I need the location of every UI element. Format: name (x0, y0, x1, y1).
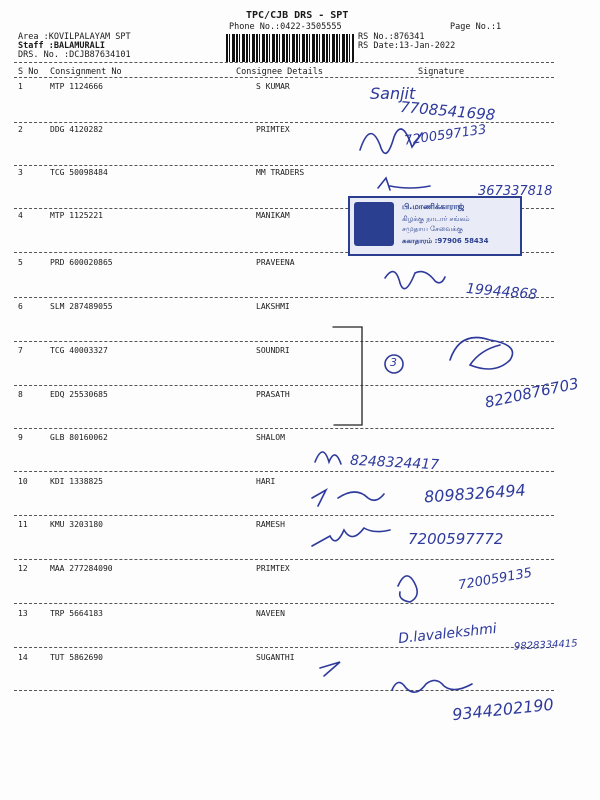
row-sno: 12 (18, 564, 28, 573)
row-consignee: PRIMTEX (256, 564, 290, 573)
row-consignment: MTP 1124666 (50, 82, 103, 91)
row-consignment: TUT 5862690 (50, 653, 103, 662)
row-sno: 2 (18, 125, 23, 134)
handwritten-name: D.lavalekshmi (397, 620, 498, 648)
staff-label: Staff :BALAMURALI (18, 41, 105, 51)
signature-scribble (315, 452, 341, 464)
area-label: Area :KOVILPALAYAM SPT (18, 32, 131, 42)
row-consignment: MAA 277284090 (50, 564, 113, 573)
handwritten-phone: 7200597133 (403, 122, 488, 149)
row-consignee: PRIMTEX (256, 125, 290, 134)
stamp-line: பி.மாணிக்காராஜ் (402, 202, 465, 211)
col-consignee: Consignee Details (236, 67, 323, 77)
drs-number: DRS. No. :DCJB87634101 (18, 50, 131, 60)
document-title: TPC/CJB DRS - SPT (246, 10, 349, 21)
row-consignment: KMU 3203180 (50, 520, 103, 529)
row-consignment: KDI 1338825 (50, 477, 103, 486)
row-consignee: PRASATH (256, 390, 290, 399)
handwritten-phone: 19944868 (465, 280, 538, 304)
row-sno: 4 (18, 211, 23, 220)
row-consignment: TCG 40003327 (50, 346, 108, 355)
stamp-line: கிழக்கு நாடார் சங்கம் (402, 215, 470, 223)
signature-scribble (312, 490, 384, 506)
signature-scribble (392, 680, 472, 692)
row-consignment: DDG 4120282 (50, 125, 103, 134)
row-consignee: MM TRADERS (256, 168, 305, 177)
row-consignee: SOUNDRI (256, 346, 290, 355)
row-sno: 9 (18, 433, 23, 442)
handwritten-number: 3 (390, 356, 397, 369)
row-sno: 10 (18, 477, 28, 486)
row-consignment: PRD 600020865 (50, 258, 113, 267)
stamp-line: சமுதாய சேவைக்கு (402, 225, 463, 233)
col-sno: S No (18, 67, 39, 77)
handwritten-phone: 367337818 (478, 184, 553, 199)
signature-scribble (312, 528, 390, 546)
handwritten-phone: 7708541698 (399, 97, 497, 125)
rs-date: RS Date:13-Jan-2022 (358, 41, 456, 51)
row-consignee: HARI (256, 477, 276, 486)
handwritten-phone: 720059135 (457, 565, 534, 594)
bracket-line (333, 327, 362, 425)
row-sno: 7 (18, 346, 23, 355)
row-consignment: MTP 1125221 (50, 211, 103, 220)
handwritten-phone: 8220876703 (483, 374, 581, 412)
handwritten-phone: 8098326494 (423, 480, 527, 507)
row-sno: 13 (18, 609, 28, 618)
handwritten-phone: 8248324417 (349, 452, 440, 474)
row-consignee: NAVEEN (256, 609, 285, 618)
row-consignee: SHALOM (256, 433, 285, 442)
row-consignment: TCG 50098484 (50, 168, 108, 177)
rs-number: RS No.:876341 (358, 32, 425, 42)
row-sno: 14 (18, 653, 28, 662)
stamp-line: சுகாதாரம் :97906 58434 (402, 237, 489, 245)
row-sno: 1 (18, 82, 23, 91)
row-consignment: GLB 80160062 (50, 433, 108, 442)
row-consignee: S KUMAR (256, 82, 290, 91)
row-sno: 3 (18, 168, 23, 177)
row-sno: 5 (18, 258, 23, 267)
row-consignee: RAMESH (256, 520, 285, 529)
signature-scribble (385, 272, 445, 289)
row-consignment: TRP 5664183 (50, 609, 103, 618)
row-sno: 6 (18, 302, 23, 311)
row-sno: 11 (18, 520, 28, 529)
row-consignment: SLM 287489055 (50, 302, 113, 311)
signature-scribble (398, 576, 417, 602)
signature-scribble (450, 338, 513, 370)
col-consignment: Consignment No (50, 67, 122, 77)
phone-number: Phone No.:0422-3505555 (229, 22, 342, 32)
row-consignee: LAKSHMI (256, 302, 290, 311)
col-signature: Signature (418, 67, 465, 77)
handwritten-phone: 9344202190 (451, 694, 555, 725)
row-consignee: SUGANTHI (256, 653, 295, 662)
row-consignment: EDQ 25530685 (50, 390, 108, 399)
page-number: Page No.:1 (450, 22, 502, 32)
row-consignee: MANIKAM (256, 211, 290, 220)
signature-scribble (320, 662, 340, 676)
row-consignee: PRAVEENA (256, 258, 295, 267)
handwritten-phone: 9828334415 (513, 638, 578, 653)
signature-scribble (378, 178, 430, 190)
handwritten-phone: 7200597772 (408, 530, 504, 548)
row-sno: 8 (18, 390, 23, 399)
handwritten-name: Sanjit (370, 84, 416, 103)
